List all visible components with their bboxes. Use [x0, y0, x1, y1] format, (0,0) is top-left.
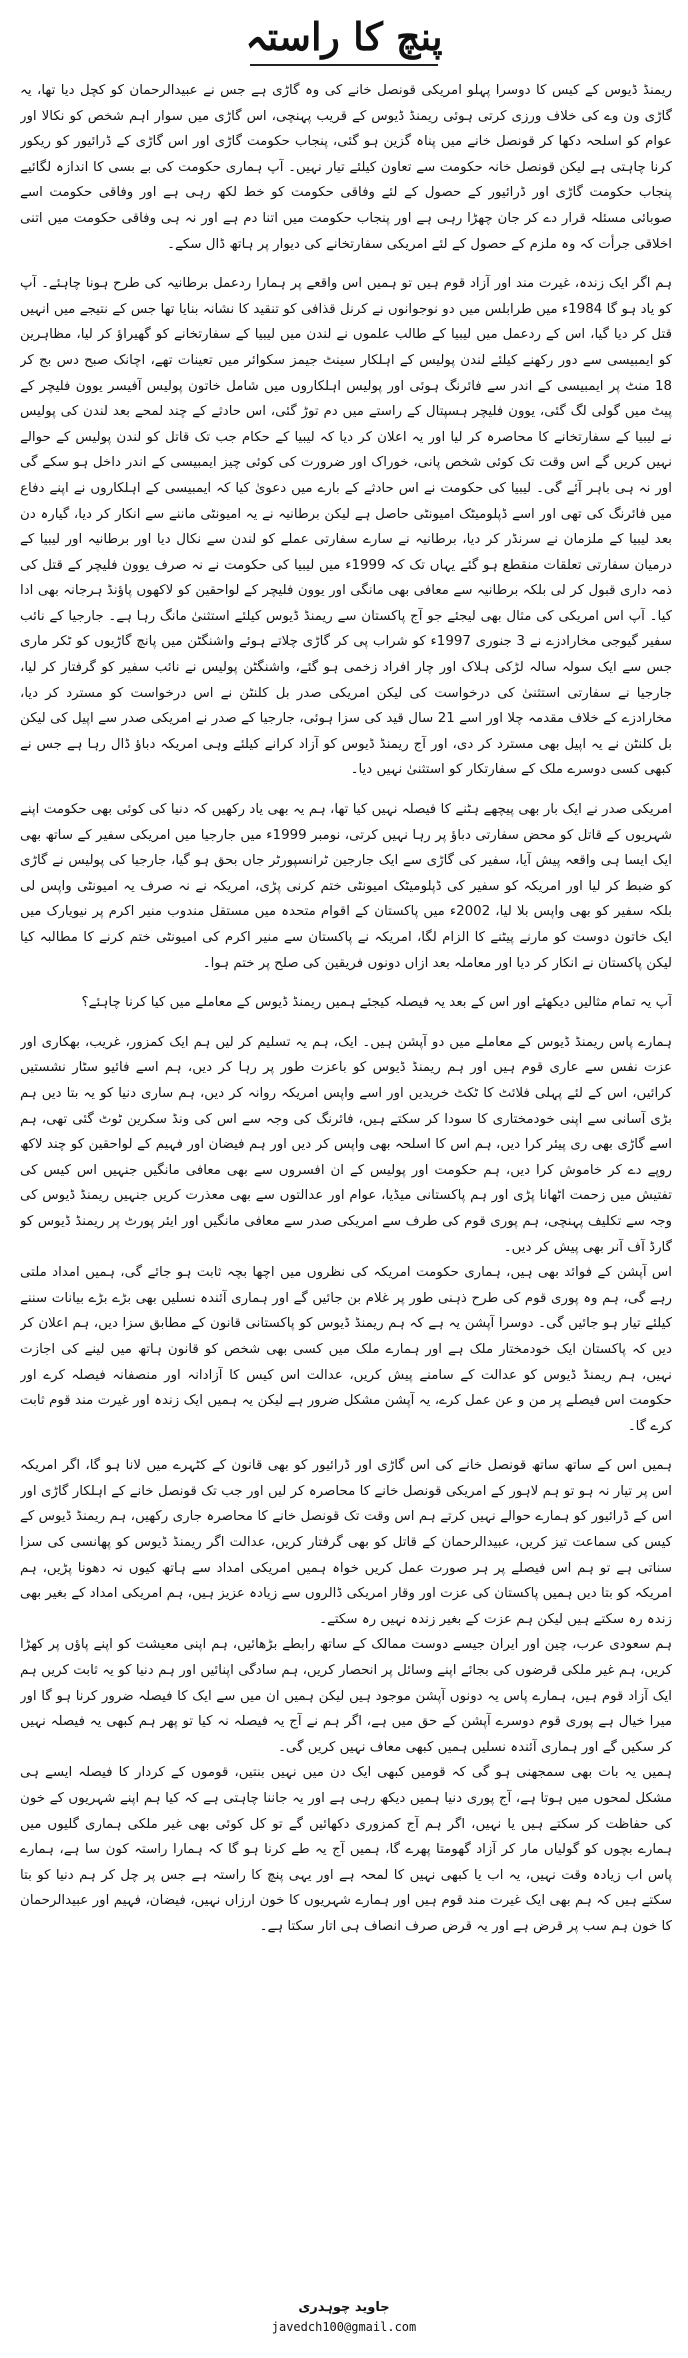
- paragraph: ہمیں یہ بات بھی سمجھنی ہو گی کہ قومیں کبھی ایک دن میں نہیں بنتیں، قوموں کے کردار کا فیصلہ ایسے ہی مشکل لمحوں میں ہوتا ہے، آج پوری دنیا ہمیں دیکھ رہی ہے اور یہ جاننا چاہتی ہے کہ کیا ہم اپنے شہریوں کے خون کی حفاظت کر سکتے ہیں یا نہیں، اگر ہم آج کمزوری دکھائیں گے تو کل کوئی بھی غیر ملکی ہماری گلیوں میں ہمارے بچوں کو گولیاں مار کر آزاد گھومتا پھرے گا، ہمیں آج یہ طے کرنا ہو گا کہ ہمارا راستہ کون سا ہے، ہمارے پاس اب زیادہ وقت نہیں، یہ اب یا کبھی نہیں کا لمحہ ہے اور یہی پنچ کا راستہ ہے جس پر چل کر ہم دنیا کو بتا سکتے ہیں کہ ہم بھی ایک غیرت مند قوم ہیں اور ہمارے شہریوں کا خون ارزاں نہیں، فیضان، فہیم اور عبیدالرحمان کا خون ہم سب پر قرض ہے اور یہ قرض صرف انصاف ہی اتار سکتا ہے۔: [20, 1765, 672, 1934]
- paragraph-gap: [20, 257, 672, 271]
- paragraph-gap: [20, 976, 672, 990]
- title-underline: [250, 64, 438, 66]
- author-email[interactable]: javedch100@gmail.com: [271, 2320, 417, 2334]
- paragraph: ہمارے پاس ریمنڈ ڈیوس کے معاملے میں دو آپشن ہیں۔ ایک، ہم یہ تسلیم کر لیں ہم ایک کمزور، غریب، بھکاری اور عزت نفس سے عاری قوم ہیں اور ہم ریمنڈ ڈیوس کو باعزت طور پر رہا کر دیں، ہم اسے فائیو سٹار نشستیں کرائیں، اس کے لئے پہلی فلائٹ کا ٹکٹ خریدیں اور اسے واپس امریکہ روانہ کر دیں، ہم ساری دنیا کو یہ بتا دیں ہم بڑی آسانی سے اپنی خودمختاری کا سودا کر سکتے ہیں، فائرنگ کی وجہ سے اس کی ونڈ سکرین ٹوٹ گئی تھی، ہم اسے گاڑی بھی ری پیئر کرا دیں، ہم اس کا اسلحہ بھی واپس کر دیں اور ہم فیضان اور فہیم کے لواحقین کو چند لاکھ روپے دے کر خاموش کرا دیں، ہم حکومت اور پولیس کے ان افسروں سے بھی معافی مانگیں جنہیں اس کیس کی تفتیش میں زحمت اٹھانا پڑی اور ہم پاکستانی میڈیا، عوام اور عدالتوں سے بھی معذرت کریں جنہیں ریمنڈ ڈیوس کی وجہ سے تکلیف پہنچی، ہم پوری قوم کی طرف سے امریکی صدر سے معافی مانگیں اور ایئر پورٹ پر ریمنڈ ڈیوس کو گارڈ آف آنر بھی پیش کر دیں۔: [20, 1034, 672, 1255]
- article-body: [20, 78, 672, 2270]
- byline: [0, 2298, 688, 2336]
- paragraph: ریمنڈ ڈیوس کے کیس کا دوسرا پہلو امریکی قونصل خانے کی وہ گاڑی ہے جس نے عبیدالرحمان کو کچل دیا تھا، یہ گاڑی ون وے کی خلاف ورزی کرتی ہوئی ریمنڈ ڈیوس کے قریب پہنچی، اس گاڑی میں سوار اہم شخص کو نکالا اور عوام کو اسلحہ دکھا کر قونصل خانے میں پناہ گزین ہو گئی، پنجاب حکومت گاڑی اور اس گاڑی کے ڈرائیور کو ریکور کرنا چاہتی ہے لیکن قونصل خانہ حکومت سے تعاون کیلئے تیار نہیں۔ آپ ہماری حکومت کی بے بسی کا اندازہ لگائیے پنجاب حکومت گاڑی اور ڈرائیور کے حصول کے لئے وفاقی حکومت کو خط لکھ رہی ہے اور وفاقی حکومت اسے صوبائی مسئلہ قرار دے کر جان چھڑا رہی ہے اور پنجاب حکومت میں اتنا دم ہے اور نہ ہی وفاقی حکومت میں اتنی اخلاقی جرأت کہ وہ ملزم کے حصول کے لئے امریکی سفارتخانے کی دیوار پر ہاتھ ڈال سکے۔: [20, 83, 672, 252]
- paragraph: امریکی صدر نے ایک بار بھی پیچھے ہٹنے کا فیصلہ نہیں کیا تھا، ہم یہ بھی یاد رکھیں کہ دنیا کی کوئی بھی حکومت اپنے شہریوں کے قاتل کو محض سفارتی دباؤ پر رہا نہیں کرتی، نومبر 1999ء میں جارجیا میں امریکی سفیر کے ساتھ بھی ایک ایسا ہی واقعہ پیش آیا، سفیر کی گاڑی سے ایک جارجین ٹرانسپورٹر جاں بحق ہو گیا، جارجیا کی پولیس نے گاڑی کو ضبط کر لیا اور امریکہ کو سفیر کی ڈپلومیٹک امیونٹی ختم کرنی پڑی، امریکہ نے نہ صرف یہ امیونٹی واپس لی بلکہ سفیر کو بھی واپس بلا لیا، 2002ء میں پاکستان کے اقوام متحدہ میں مستقل مندوب منیر اکرم پر نیویارک میں ایک خاتون دوست کو مارنے پیٹنے کا الزام لگا، امریکہ نے پاکستان سے منیر اکرم کی امیونٹی ختم کرنے کا مطالبہ کیا لیکن پاکستان نے انکار کر دیا اور معاملہ بعد ازاں دونوں فریقین کی صلح پر ختم ہوا۔: [20, 802, 672, 971]
- paragraph-gap: [20, 1016, 672, 1030]
- paragraph: ہمیں اس کے ساتھ ساتھ قونصل خانے کی اس گاڑی اور ڈرائیور کو بھی قانون کے کٹہرے میں لانا ہو گا، اگر امریکہ اس پر تیار نہ ہو تو ہم لاہور کے امریکی قونصل خانے کا محاصرہ کر لیں اور جب تک قونصل خانے کے اہلکار گاڑی اور اس کے ڈرائیور کو ہمارے حوالے نہیں کرتے ہم اس وقت تک قونصل خانے کا محاصرہ جاری رکھیں، ہم ریمنڈ ڈیوس کے کیس کی سماعت تیز کریں، عبیدالرحمان کے قاتل کو بھی گرفتار کریں، عدالت اگر ریمنڈ ڈیوس کو پھانسی کی سزا سناتی ہے تو ہم اس فیصلے پر ہر صورت عمل کریں خواہ ہمیں امریکی امداد سے ہاتھ کیوں نہ دھونا پڑیں، ہم امریکہ کو بتا دیں ہمیں پاکستان کی عزت اور وقار امریکی ڈالروں سے زیادہ عزیز ہیں، ہم امریکی امداد کے بغیر بھی زندہ رہ سکتے ہیں لیکن ہم عزت کے بغیر زندہ نہیں رہ سکتے۔: [20, 1458, 672, 1627]
- author-name: جاوید چوہدری: [298, 2300, 390, 2315]
- column-header: [0, 6, 688, 68]
- column-title: پنچ کا راستہ: [245, 14, 443, 59]
- paragraph: آپ یہ تمام مثالیں دیکھئے اور اس کے بعد یہ فیصلہ کیجئے ہمیں ریمنڈ ڈیوس کے معاملے میں کیا کرنا چاہئے؟: [81, 995, 672, 1011]
- paragraph-gap: [20, 783, 672, 797]
- paragraph: ہم اگر ایک زندہ، غیرت مند اور آزاد قوم ہیں تو ہمیں اس واقعے پر ہمارا ردعمل برطانیہ کی طرح ہونا چاہئے۔ آپ کو یاد ہو گا 1984ء میں طرابلس میں دو نوجوانوں نے کرنل قذافی کو تنقید کا نشانہ بنایا تھا جس کے نتیجے میں انہیں قتل کر دیا گیا، اس کے ردعمل میں لیبیا کے طالب علموں نے لندن میں لیبیا کے سفارتخانے کو گھیراؤ کر لیا، مظاہرین کو ایمبیسی سے دور رکھنے کیلئے لندن پولیس کے اہلکار سینٹ جیمز سکوائر میں تعینات تھے، اچانک صبح دس بج کر 18 منٹ پر ایمبیسی کے اندر سے فائرنگ ہوئی اور پولیس اہلکاروں میں شامل خاتون پولیس آفیسر یوون فلیچر کے پیٹ میں گولی لگ گئی، یوون فلیچر ہسپتال کے راستے میں دم توڑ گئی، اس حادثے کے چند لمحے بعد لندن کی پولیس نے لیبیا کے سفارتخانے کا محاصرہ کر لیا اور یہ اعلان کر دیا کہ لیبیا کے حکام جب تک قاتل کو لندن پولیس کے حوالے نہیں کریں گے اس وقت تک کوئی شخص پانی، خوراک اور ضرورت کی کوئی چیز ایمبیسی کے اندر داخل ہو سکے گی اور نہ ہی باہر آئے گی۔ لیبیا کی حکومت نے اس حادثے کے بارے میں دعویٰ کیا کہ ایمبیسی کے اہلکاروں نے اپنے دفاع میں فائرنگ کی تھی اور اسے ڈپلومیٹک امیونٹی حاصل ہے لیکن برطانیہ نے یہ امیونٹی ماننے سے انکار کر دیا، گیارہ دن بعد لیبیا کے ملزمان نے سرنڈر کر دیا، برطانیہ نے سارے سفارتی عملے کو لندن سے نکال دیا اور برطانیہ اور لیبیا کے درمیان سفارتی تعلقات منقطع ہو گئے یہاں تک کہ 1999ء میں لیبیا کی حکومت نے نہ صرف یوون فلیچر کے قتل کی ذمہ داری قبول کر لی بلکہ برطانیہ سے معافی بھی مانگی اور یوون فلیچر کے لواحقین کو لاکھوں پاؤنڈ ہرجانہ بھی ادا کیا۔ آپ اس امریکی کی مثال بھی لیجئے جو آج پاکستان سے ریمنڈ ڈیوس کیلئے استثنیٰ مانگ رہا ہے۔ جارجیا کے نائب سفیر گیوجی مخارادزے نے 3 جنوری 1997ء کو شراب پی کر گاڑی چلاتے ہوئے واشنگٹن میں پانچ گاڑیوں کو ٹکر ماری جس سے ایک سولہ سالہ لڑکی ہلاک اور چار افراد زخمی ہو گئے، واشنگٹن پولیس نے نائب سفیر کو گرفتار کر لیا، جارجیا نے سفارتی استثنیٰ کی درخواست کی لیکن امریکی صدر بل کلنٹن نے اس درخواست کو مسترد کر دیا، مخارادزے کے خلاف مقدمہ چلا اور اسے 21 سال قید کی سزا ہوئی، جارجیا کے صدر نے امریکی صدر سے اپیل کی لیکن بل کلنٹن نے یہ اپیل بھی مسترد کر دی، اور آج ریمنڈ ڈیوس کو آزاد کرانے کیلئے وہی امریکہ دباؤ ڈال رہا ہے جس نے کبھی کسی دوسرے ملک کے سفارتکار کو استثنیٰ نہیں دیا۔: [20, 276, 672, 778]
- paragraph: اس آپشن کے فوائد بھی ہیں، ہماری حکومت امریکہ کی نظروں میں اچھا بچہ ثابت ہو جائے گی، ہمیں امداد ملتی رہے گی، ہم وہ پوری قوم کی طرح ذہنی طور پر غلام بن جائیں گے اور ہماری آئندہ نسلیں بھی بڑے بڑے بیانات سننے کیلئے تیار ہو جائیں گی۔ دوسرا آپشن یہ ہے کہ ہم ریمنڈ ڈیوس کو پاکستانی قانون کے مطابق سزا دیں، ہم اعلان کر دیں کہ پاکستان ایک خودمختار ملک ہے اور ہمارے ملک میں کسی بھی شخص کو قانون ہاتھ میں لینے کی اجازت نہیں، ہم ریمنڈ ڈیوس کو عدالت کے سامنے پیش کریں، عدالت اس کیس کا آزادانہ اور منصفانہ فیصلہ کرے اور حکومت اس فیصلے پر من و عن عمل کرے، یہ آپشن مشکل ضرور ہے لیکن یہ ہمیں ایک زندہ اور غیرت مند قوم ثابت کرے گا۔: [20, 1265, 672, 1434]
- paragraph: ہم سعودی عرب، چین اور ایران جیسے دوست ممالک کے ساتھ رابطے بڑھائیں، ہم اپنی معیشت کو اپنے پاؤں پر کھڑا کریں، ہم غیر ملکی قرضوں کی بجائے اپنے وسائل پر انحصار کریں، ہم سادگی اپنائیں اور ہم دنیا کو یہ ثابت کریں ہم ایک آزاد قوم ہیں، ہمارے پاس یہ دونوں آپشن موجود ہیں لیکن ہمیں ان میں سے ایک کا فیصلہ ضرور کرنا ہو گا اور میرا خیال ہے پوری قوم دوسرے آپشن کے حق میں ہے، اگر ہم نے آج یہ فیصلہ نہ کیا تو پھر ہم کبھی یہ فیصلہ نہیں کر سکیں گے اور ہماری آئندہ نسلیں ہمیں کبھی معاف نہیں کریں گی۔: [20, 1637, 672, 1755]
- paragraph-gap: [20, 1439, 672, 1453]
